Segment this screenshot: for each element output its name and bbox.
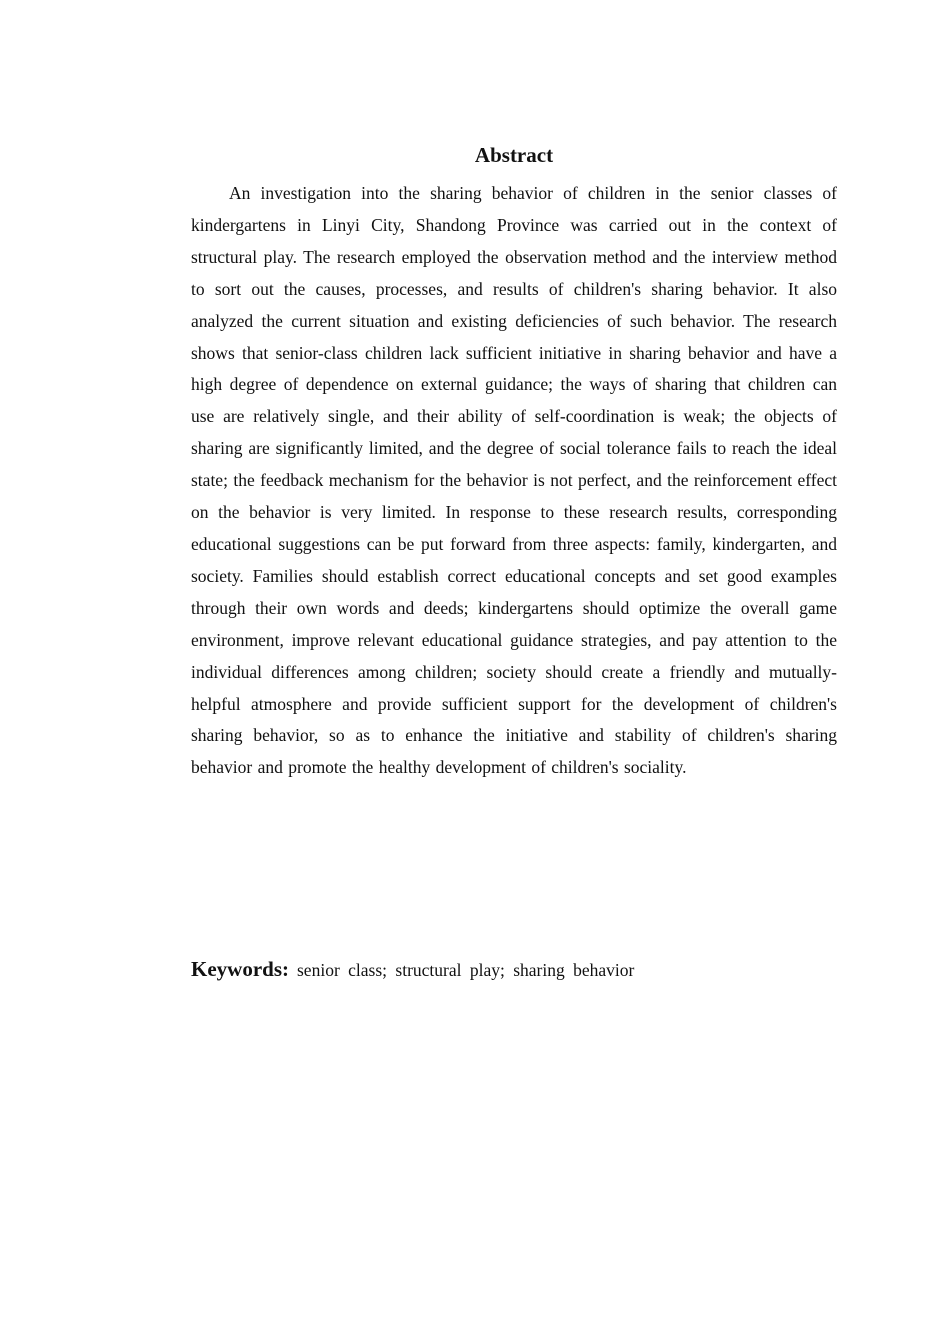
keywords-value: senior class; structural play; sharing behavior — [297, 960, 635, 980]
keywords-line — [191, 955, 837, 984]
abstract-title: Abstract — [474, 143, 554, 167]
keywords-label: Keywords: — [191, 957, 289, 981]
abstract-body: An investigation into the sharing behavior of children in the senior classes of kindergartens in Linyi City, Shandong Province was carried out in the context of structural play. The research employed the observation method and the interview method to sort out the causes, processes, and results of children's sharing behavior. It also analyzed the current situation and existing deficiencies of such behavior. The research shows that senior-class children lack sufficient initiative in sharing behavior and have a high degree of dependence on external guidance; the ways of sharing that children can use are relatively single, and their ability of self-coordination is weak; the objects of sharing are significantly limited, and the degree of social tolerance fails to reach the ideal state; the feedback mechanism for the behavior is not perfect, and the reinforcement effect on the behavior is very limited. In response to these research results, corresponding educational suggestions can be put forward from three aspects: family, kindergarten, and society. Families should establish correct educational concepts and set good examples through their own words and deeds; kindergartens should optimize the overall game environment, improve relevant educational guidance strategies, and pay attention to the individual differences among children; society should create a friendly and mutually-helpful atmosphere and provide sufficient support for the development of children's sharing behavior, so as to enhance the initiative and stability of children's sharing behavior and promote the healthy development of children's sociality. — [191, 183, 837, 778]
